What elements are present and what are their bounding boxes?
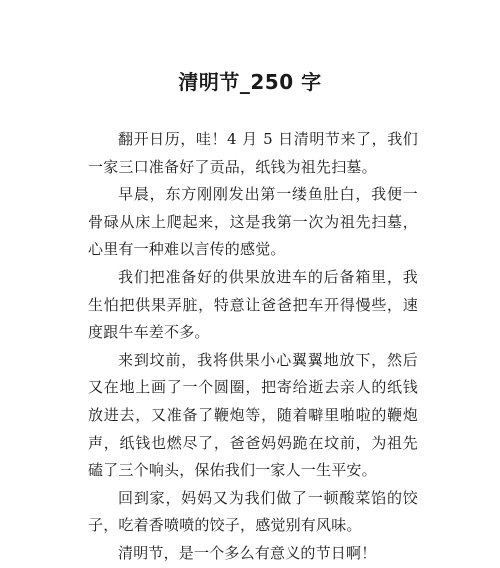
- paragraph: 回到家，妈妈又为我们做了一顿酸菜馅的饺子，吃着香喷喷的饺子，感觉别有风味。: [88, 488, 418, 535]
- document-body: [88, 126, 418, 568]
- paragraph: 清明节，是一个多么有意义的节日啊！: [118, 543, 377, 562]
- document-title: 清明节_250 字: [178, 70, 322, 94]
- paragraph: 早晨，东方刚刚发出第一缕鱼肚白，我便一骨碌从床上爬起来，这是我第一次为祖先扫墓，心里有一种难以言传的感觉。: [88, 185, 418, 259]
- paragraph: 翻开日历，哇！4 月 5 日清明节来了，我们一家三口准备好了贡品，纸钱为祖先扫墓。: [88, 130, 418, 176]
- paragraph: 我们把准备好的供果放进车的后备箱里，我生怕把供果弄脏，特意让爸爸把车开得慢些，速度跟牛车差不多。: [88, 267, 418, 342]
- paragraph: 来到坟前，我将供果小心翼翼地放下，然后又在地上画了一个圆圈，把寄给逝去亲人的纸钱放进去，又准备了鞭炮等，随着噼里啪啦的鞭炮声，纸钱也燃尽了，爸爸妈妈跪在坟前，为祖先磕了三个响头，保佑我们一家人一生平安。: [88, 350, 418, 480]
